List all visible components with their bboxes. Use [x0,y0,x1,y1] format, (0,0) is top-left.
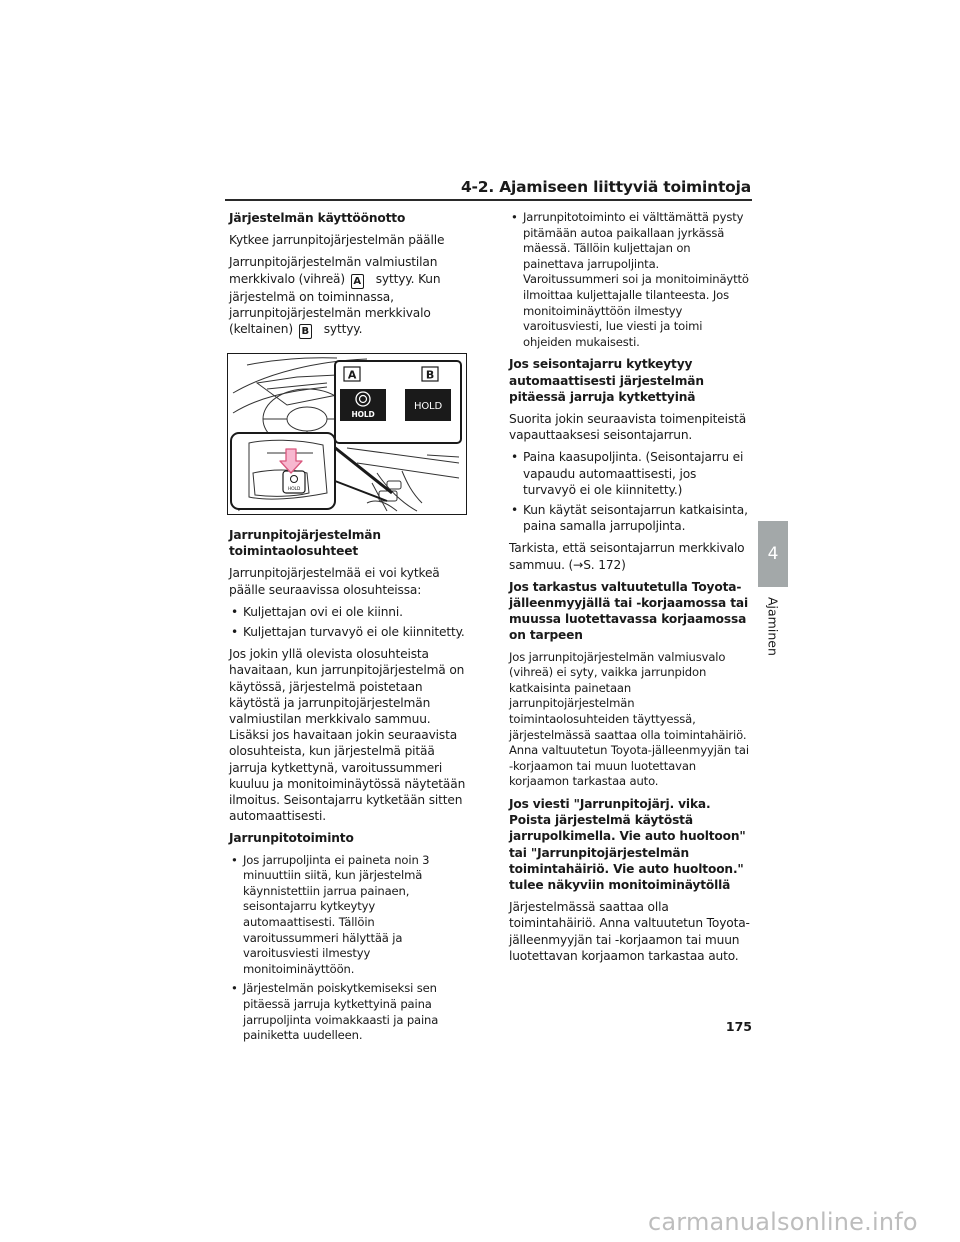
function-list [229,853,467,1044]
indicator-text-b: syttyy. Kun järjestelmä on toiminnassa, jarrunpitojärjestelmän merkkivalo (keltainen) [229,271,441,337]
release-steps-list [509,449,752,534]
paragraph-check-light: Tarkista, että seisontajarrun merkkivalo sammuu. (→S. 172) [509,541,745,572]
paragraph-malfunction: Järjestelmässä saattaa olla toimintahäiriö. Anna valtuutetun Toyota-jälleenmyyjän tai -korjaamon tai muun luotettavan korjaamon tarkastaa auto. [509,900,750,963]
function-list-continued [509,210,752,350]
chapter-tab: 4 [758,521,788,587]
indicator-text-c: syttyy. [323,322,363,337]
watermark: carmanualsonline.info [648,1208,918,1236]
list-item: • Paina kaasupoljinta. (Seisontajarru ei vapaudu automaattisesti, jos turvavyö ei ole kiinnitetty.) [509,449,752,498]
figure-label-a: A [347,368,357,382]
paragraph-indicator-lights [229,254,467,339]
paragraph-conditions-detail: Jos jokin yllä olevista olosuhteista havaitaan, kun jarrunpitojärjestelmä on käytössä, järjestelmä poistetaan käytöstä ja jarrunpitojärjestelmän valmiustilan merkkivalo sammuu. Lisäksi jos havaitaan jokin seuraavista olosuhteista, kun järjestelmä pitää jarruja kytkettynä, varoitussummeri kuuluu ja monitoiminäytössä näytetään ilmoitus. Seisontajarru kytketään sitten automaattisesti. [229,647,466,824]
list-item: • Kuljettajan turvavyö ei ole kiinnitetty. [229,624,467,640]
conditions-list [229,604,467,640]
brake-hold-illustration [227,353,467,515]
page-number: 175 [725,1019,752,1034]
list-item: • Jarrunpitotoiminto ei välttämättä pysty pitämään autoa paikallaan jyrkässä mäessä. Tällöin kuljettajan on painettava jarrupoljinta. Varoitussummeri soi ja monitoiminäyttö ilmoittaa kuljettajalle tilanteesta. Jos monitoiminäyttöön ilmestyy varoitusviesti, lue viesti ja toimi ohjeiden mukaisesti. [509,210,752,350]
heading-brake-hold-function: Jarrunpitotoiminto [229,831,354,846]
indicator-text-a: Jarrunpitojärjestelmän valmiustilan merkkivalo (vihreä) [229,255,438,286]
list-item: • Kuljettajan ovi ei ole kiinni. [229,604,467,620]
callout-mark-b: B [299,324,312,339]
list-item: • Jos jarrupoljinta ei paineta noin 3 minuuttiin siitä, kun järjestelmä käynnistettiin jarrua painaen, seisontajarru kytkeytyy automaattisesti. Tällöin varoitussummeri hälyttää ja varoitusviesti ilmestyy monitoiminäyttöön. [229,853,467,978]
list-item: • Kun käytät seisontajarrun katkaisinta, paina samalla jarrupoljinta. [509,502,752,534]
chapter-label: Ajaminen [765,596,781,656]
heading-inspection-needed: Jos tarkastus valtuutetulla Toyota-jälleenmyyjällä tai -korjaamossa tai muussa luotettavassa korjaamossa on tarpeen [509,579,748,643]
paragraph-inspection-detail: Jos jarrunpitojärjestelmän valmiusvalo (vihreä) ei syty, vaikka jarrunpidon katkaisinta painetaan jarrunpitojärjestelmän toimintaolosuhteiden täyttyessä, järjestelmässä saattaa olla toimintahäiriö. Anna valtuutetun Toyota-jälleenmyyjän tai -korjaamon tai muun luotettavan korjaamon tarkastaa auto. [509,649,749,789]
paragraph-activation-intro: Kytkee jarrunpitojärjestelmän päälle [229,233,445,248]
paragraph-conditions-intro: Jarrunpitojärjestelmää ei voi kytkeä päälle seuraavissa olosuhteissa: [229,566,440,597]
list-item: • Järjestelmän poiskytkemiseksi sen pitäessä jarruja kytkettyinä paina jarrupoljinta voimakkaasti ja paina painiketta uudelleen. [229,981,467,1043]
heading-system-activation: Järjestelmän käyttöönotto [229,211,406,225]
header-rule [225,199,752,201]
indicator-a-text: HOLD [351,410,375,420]
indicator-b-text: HOLD [413,401,443,413]
switch-text: HOLD [287,487,301,493]
left-column [229,210,467,1050]
heading-parking-brake-auto: Jos seisontajarru kytkeytyy automaattisesti järjestelmän pitäessä jarruja kytkettyinä [509,357,704,404]
callout-mark-a: A [351,274,364,289]
paragraph-release-intro: Suorita jokin seuraavista toimenpiteistä vapauttaaksesi seisontajarrun. [509,411,747,443]
heading-warning-message: Jos viesti "Jarrunpitojärj. vika. Poista järjestelmä käytöstä jarrupolkimella. Vie auto huoltoon" tai "Jarrunpitojärjestelmän toimintahäiriö. Vie auto huoltoon." tulee näkyviin monitoiminäytöllä [509,796,746,892]
heading-operating-conditions: Jarrunpitojärjestelmän toimintaolosuhteet [229,528,381,559]
right-column [509,210,752,970]
section-header-title: 4-2. Ajamiseen liittyviä toimintoja [460,178,751,196]
figure-label-b: B [425,368,435,382]
